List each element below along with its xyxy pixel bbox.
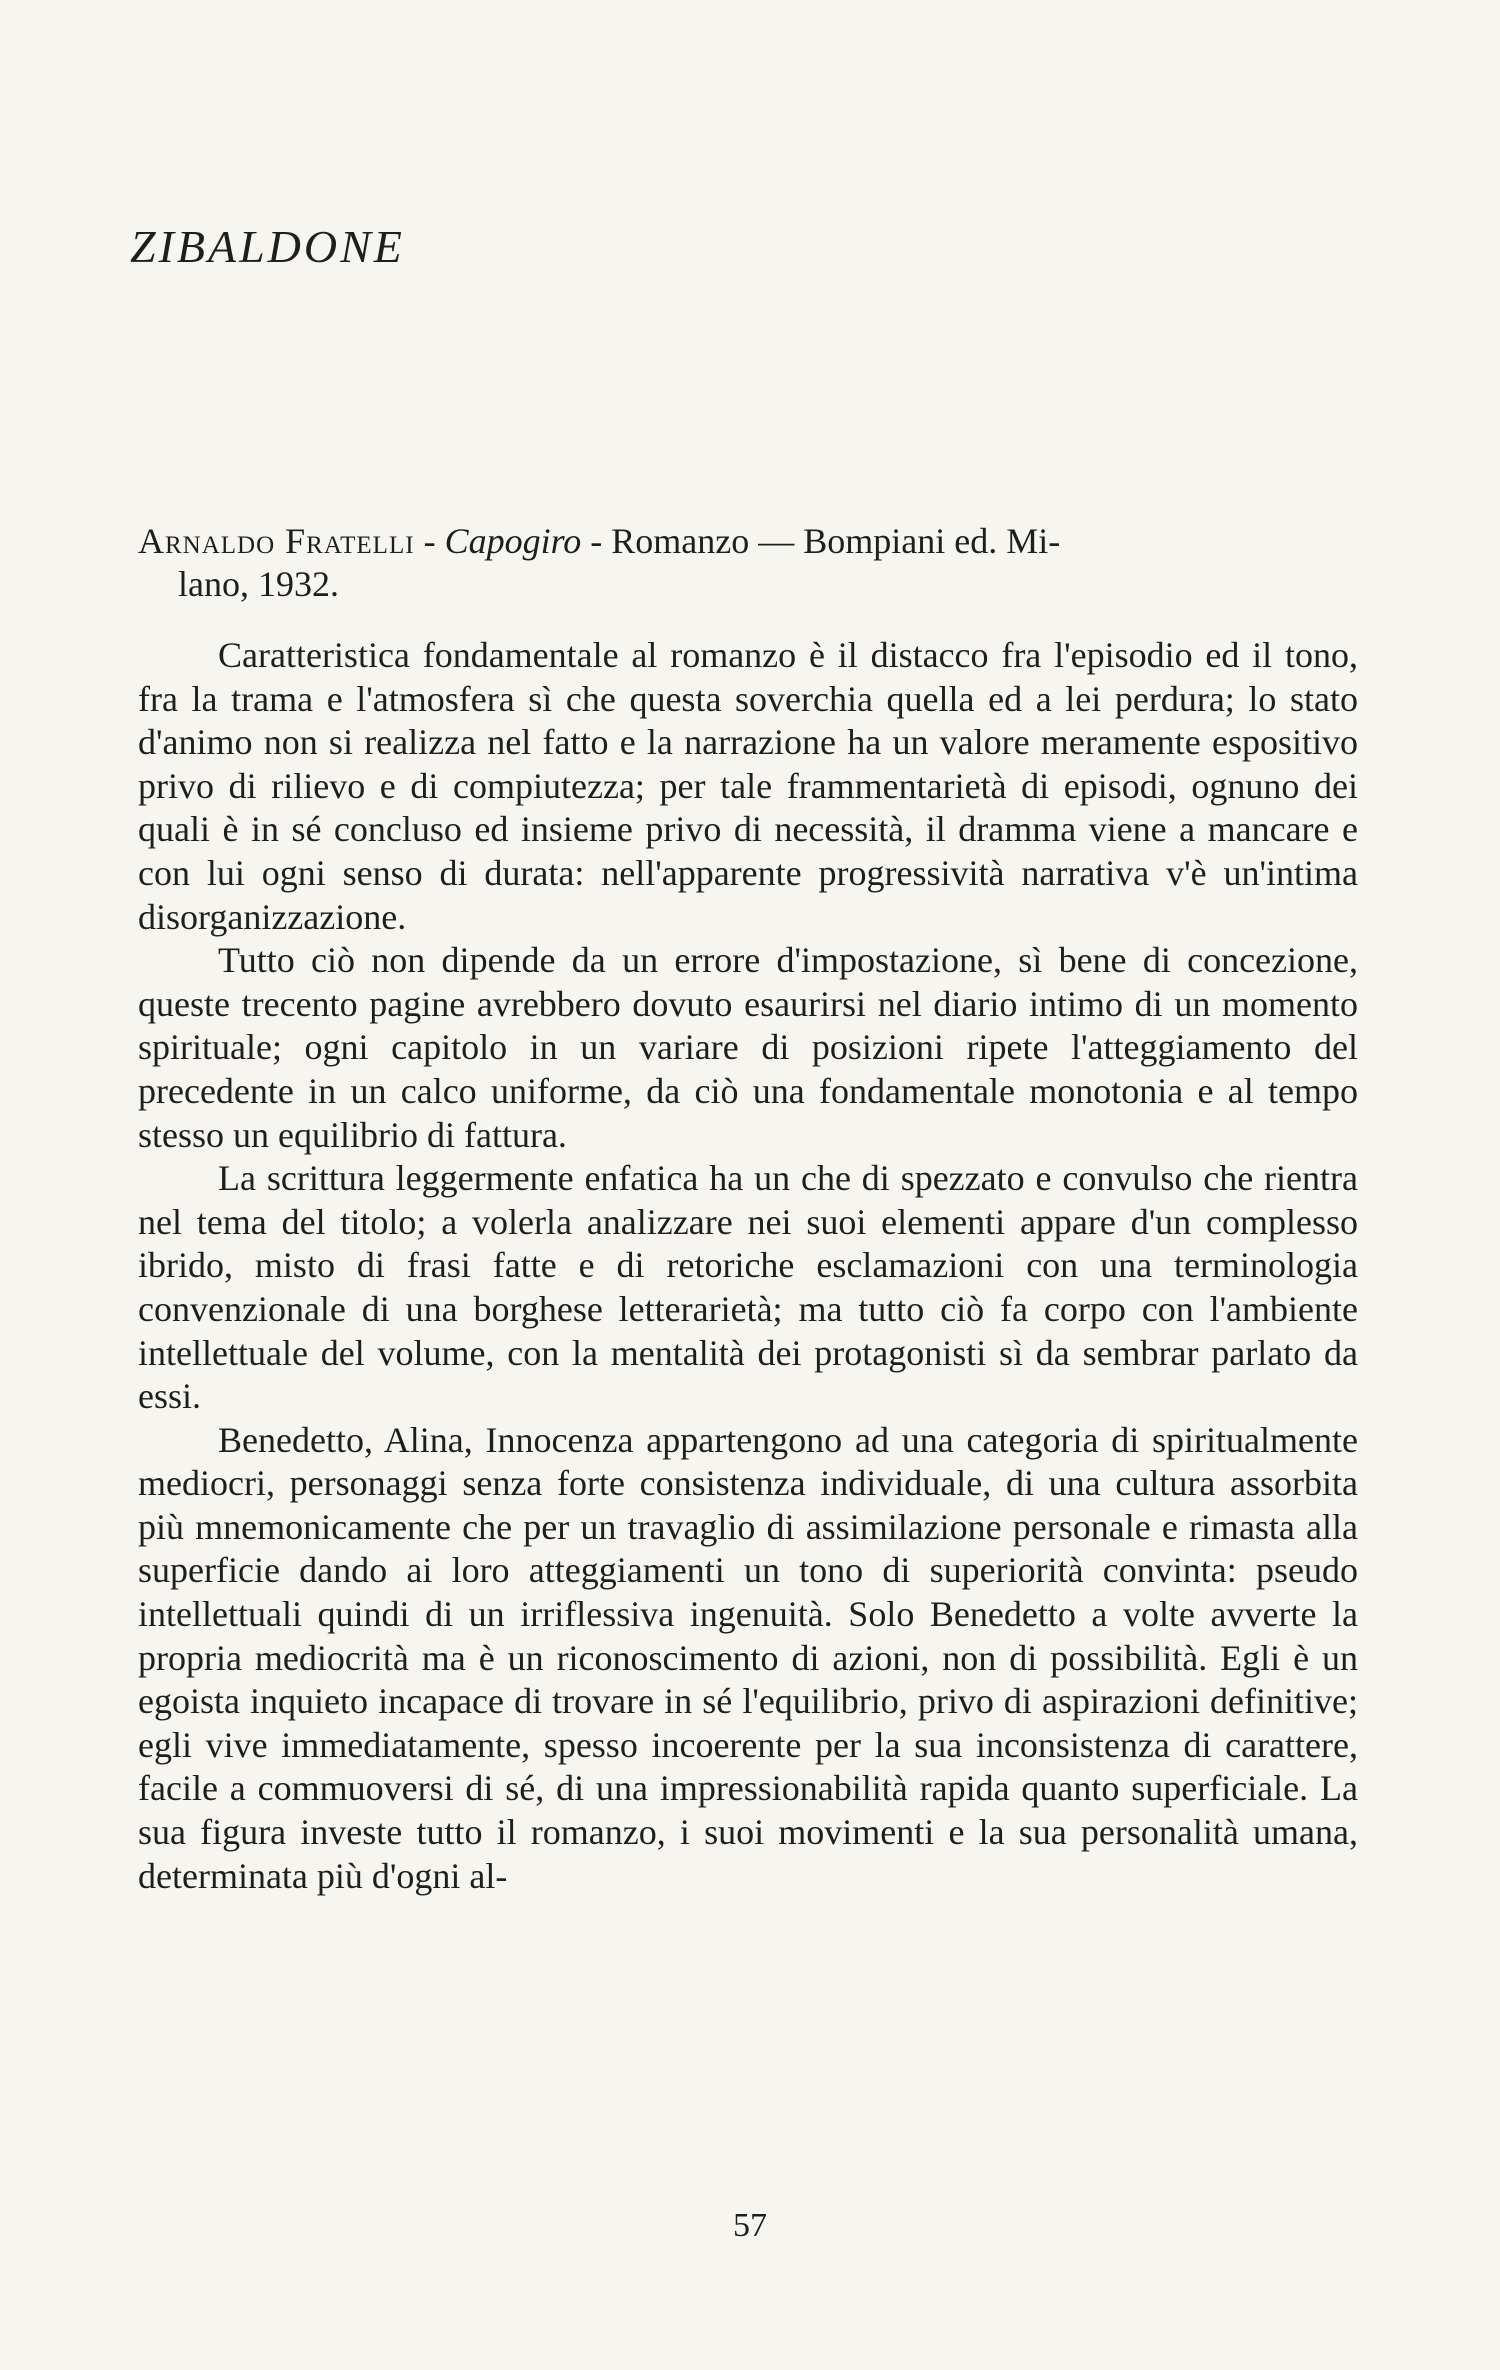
book-author: Arnaldo Fratelli	[138, 521, 415, 561]
paragraph: Benedetto, Alina, Innocenza appartengono ad una categoria di spiritualmente mediocri, personaggi senza forte consistenza individuale, di una cultura assorbita più mnemonicamente che per un travaglio di assimilazione personale e rimasta alla superficie dando ai loro atteggiamenti un tono di superiorità convinta: pseudo intellettuali quindi di un irriflessiva ingenuità. Solo Benedetto a volte avverte la propria mediocrità ma è un riconoscimento di azioni, non di possibilità. Egli è un egoista inquieto incapace di trovare in sé l'equilibrio, privo di aspirazioni definitive; egli vive immediatamente, spesso incoerente per la sua inconsistenza di carattere, facile a commuoversi di sé, di una impressionabilità rapida quanto superficiale. La sua figura investe tutto il romanzo, i suoi movimenti e la sua personalità umana, determinata più d'ogni al-	[138, 1419, 1358, 1896]
publication-details-continued: lano, 1932.	[178, 564, 339, 604]
paragraph: La scrittura leggermente enfatica ha un che di spezzato e convulso che rientra nel tema del titolo; a volerla analizzare nei suoi elementi appare d'un complesso ibrido, misto di frasi fatte e di retoriche esclamazioni con una terminologia convenzionale di una borghese letterarietà; ma tutto ciò fa corpo con l'ambiente intellettuale del volume, con la mentalità dei protagonisti sì da sembrar parlato da essi.	[138, 1158, 1358, 1417]
review-body	[138, 634, 1358, 1898]
paragraph: Caratteristica fondamentale al romanzo è il distacco fra l'episodio ed il tono, fra la trama e l'atmosfera sì che questa soverchia quella ed a lei perdura; lo stato d'animo non si realizza nel fatto e la narrazione ha un valore meramente espositivo privo di rilievo e di compiutezza; per tale frammentarietà di episodi, ognuno dei quali è in sé concluso ed insieme privo di necessità, il dramma viene a mancare e con lui ogni senso di durata: nell'apparente progressività narrativa v'è un'intima disorganizzazione.	[138, 635, 1358, 937]
paragraph: Tutto ciò non dipende da un errore d'impostazione, sì bene di concezione, queste trecento pagine avrebbero dovuto esaurirsi nel diario intimo di un momento spirituale; ogni capitolo in un variare di posizioni ripete l'atteggiamento del precedente in un calco uniforme, da ciò una fondamentale monotonia e al tempo stesso un equilibrio di fattura.	[138, 940, 1358, 1155]
separator: -	[414, 521, 445, 561]
book-title: Capogiro	[444, 521, 582, 561]
section-title: ZIBALDONE	[130, 221, 405, 272]
review-entry-header	[138, 520, 1358, 606]
separator: -	[581, 521, 612, 561]
page-number: 57	[733, 2207, 767, 2244]
publication-details: Romanzo — Bompiani ed. Mi-	[611, 521, 1061, 561]
